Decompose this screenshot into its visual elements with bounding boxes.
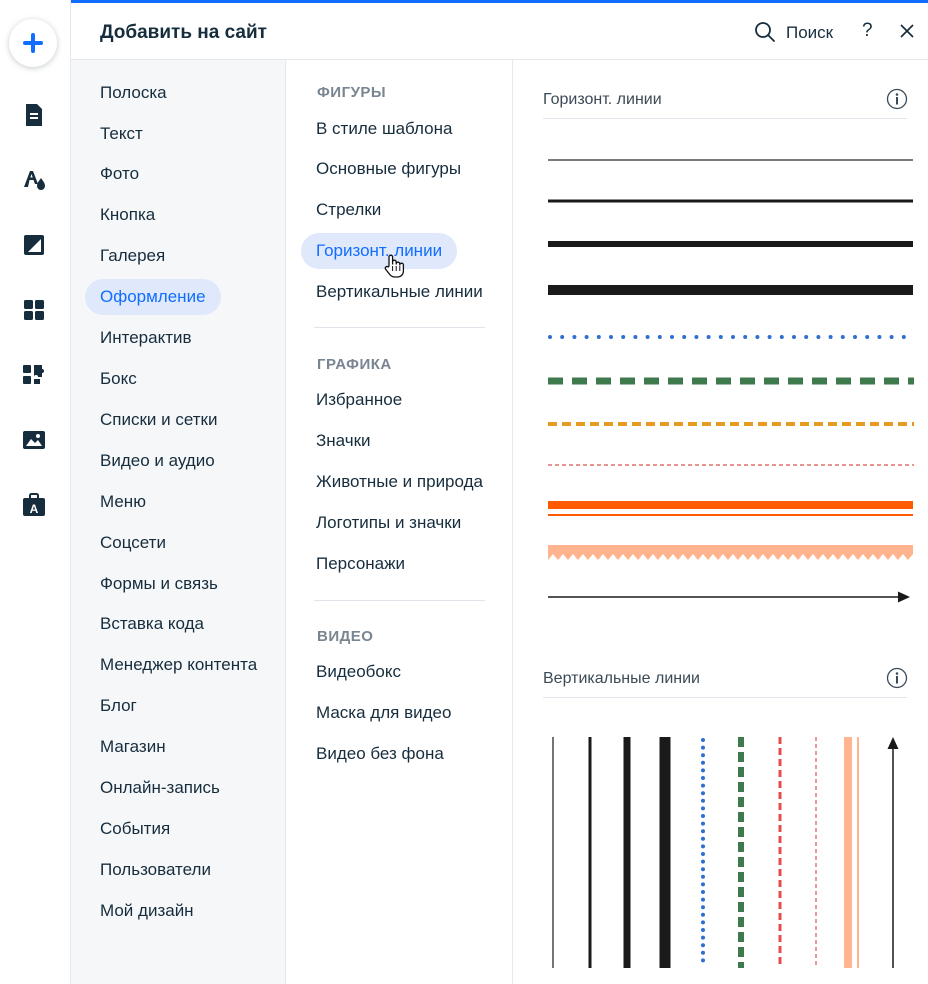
vline-thin[interactable] [548,737,558,969]
section-rule [543,118,907,119]
category-item-lists-grids[interactable]: Списки и сетки [100,410,218,429]
subcategory-item-characters[interactable]: Персонажи [316,554,405,573]
subcategory-item-themed[interactable]: В стиле шаблона [316,119,453,138]
hline-extra-thick[interactable] [548,282,914,298]
subcategory-list [287,60,513,984]
category-item-text[interactable]: Текст [100,124,143,143]
subcategory-item-transparent-video[interactable]: Видео без фона [316,744,444,763]
hline-double-orange[interactable] [548,498,914,520]
section-divider [314,600,485,601]
category-list [71,60,286,984]
hline-thick[interactable] [548,237,914,251]
subcategory-item-animals-nature[interactable]: Животные и природа [316,472,483,491]
content-panel [513,60,928,984]
category-item-interactive[interactable]: Интерактив [100,328,192,347]
section-divider [314,327,485,328]
category-item-box[interactable]: Бокс [100,369,137,388]
subcategory-item-icons[interactable]: Значки [316,431,371,450]
hline-thin[interactable] [548,154,914,166]
category-item-blog[interactable]: Блог [100,696,137,715]
subcategory-item-logos-badges[interactable]: Логотипы и значки [316,513,462,532]
search-label: Поиск [786,23,834,42]
category-item-strip[interactable]: Полоска [100,83,167,102]
svg-text:A: A [29,502,39,516]
apps-icon[interactable] [21,297,47,323]
category-item-decorative[interactable]: Оформление [85,279,221,315]
category-item-cms[interactable]: Менеджер контента [100,655,258,674]
vertical-lines-title: Вертикальные линии [543,670,700,687]
category-item-gallery[interactable]: Галерея [100,246,166,265]
puzzle-icon[interactable] [21,362,47,388]
vline-arrow[interactable] [885,737,901,969]
hline-zigzag-peach[interactable] [548,545,914,563]
hline-dotted-blue[interactable] [548,331,914,343]
category-item-social[interactable]: Соцсети [100,533,166,552]
category-item-store[interactable]: Магазин [100,737,166,756]
help-button[interactable]: ? [862,20,873,41]
hand-cursor-icon [383,254,405,278]
subcategory-item-arrows[interactable]: Стрелки [316,200,382,219]
search-icon [754,21,776,43]
hline-dashed-thin-red[interactable] [548,459,914,471]
vline-dotted-blue[interactable] [697,737,709,969]
category-item-embed-code[interactable]: Вставка кода [100,614,204,633]
page-icon[interactable] [21,102,47,128]
subcategory-item-horizontal-lines[interactable]: Горизонт. линии [301,233,457,269]
vline-thick[interactable] [621,737,633,969]
media-icon[interactable] [21,427,47,453]
info-icon[interactable] [886,88,908,110]
vline-dashed-red[interactable] [774,737,786,969]
hline-dashed-orange[interactable] [548,418,914,430]
subcategory-item-videobox[interactable]: Видеобокс [316,662,401,681]
category-item-button[interactable]: Кнопка [100,205,156,224]
info-icon[interactable] [886,667,908,689]
category-item-menu[interactable]: Меню [100,492,146,511]
section-rule [543,697,907,698]
add-button[interactable] [9,19,57,67]
section-title-shapes: ФИГУРЫ [317,84,387,101]
close-icon[interactable] [899,23,915,39]
panel-title: Добавить на сайт [100,22,267,43]
hline-dashed-green[interactable] [548,374,914,388]
left-rail [0,0,71,984]
hline-medium[interactable] [548,195,914,207]
vline-medium[interactable] [585,737,595,969]
vline-dashed-thin[interactable] [811,737,821,969]
background-icon[interactable] [21,232,47,258]
category-item-my-designs[interactable]: Мой дизайн [100,901,194,920]
horizontal-lines-title: Горизонт. линии [543,91,662,108]
category-item-bookings[interactable]: Онлайн-запись [100,778,220,797]
panel-header [71,3,928,60]
subcategory-item-video-mask[interactable]: Маска для видео [316,703,452,722]
category-item-video-audio[interactable]: Видео и аудио [100,451,215,470]
category-item-members[interactable]: Пользователи [100,860,211,879]
plus-icon [9,19,57,67]
design-icon[interactable] [21,167,47,193]
category-item-image[interactable]: Фото [100,164,140,183]
section-title-video: ВИДЕО [317,628,374,645]
subcategory-item-basic-shapes[interactable]: Основные фигуры [316,159,462,178]
vline-extra-thick[interactable] [657,737,673,969]
subcategory-item-vertical-lines[interactable]: Вертикальные линии [316,282,483,301]
vline-dashed-green[interactable] [734,737,748,969]
business-icon[interactable] [21,492,47,518]
category-item-events[interactable]: События [100,819,171,838]
hline-arrow[interactable] [548,589,914,605]
section-title-graphics: ГРАФИКА [317,356,392,373]
subcategory-item-featured[interactable]: Избранное [316,390,403,409]
vline-double-peach[interactable] [841,737,863,969]
category-item-forms[interactable]: Формы и связь [100,574,218,593]
